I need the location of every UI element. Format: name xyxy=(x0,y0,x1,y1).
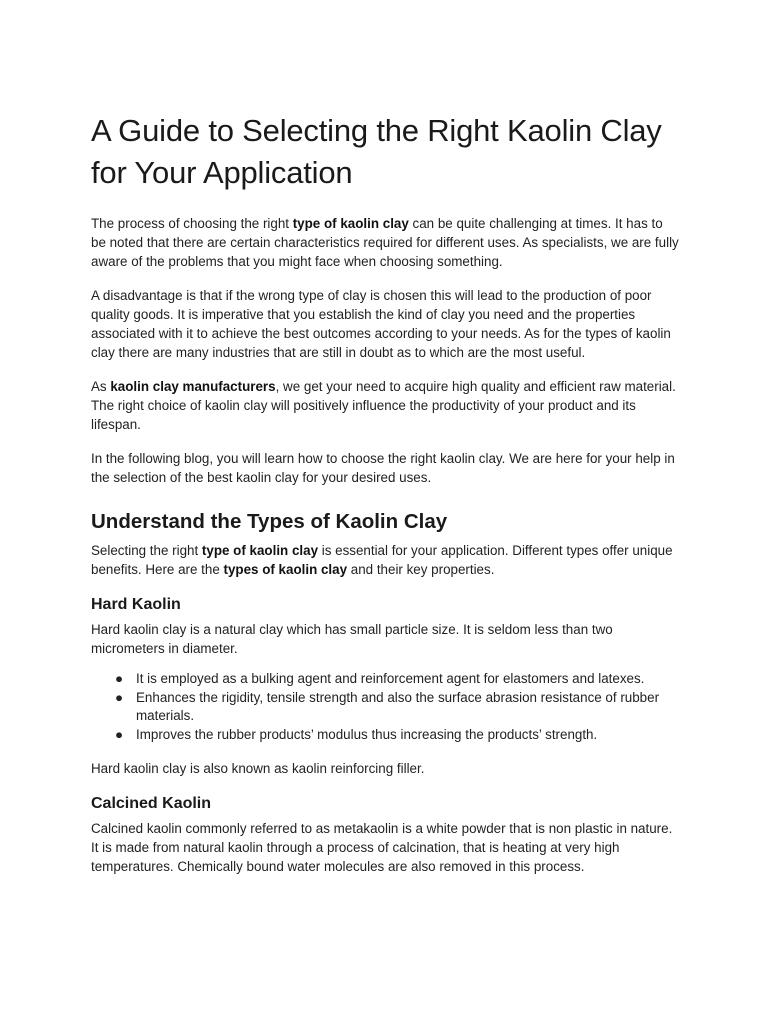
document-page xyxy=(91,110,681,891)
list-item: ● Enhances the rigidity, tensile strength and also the surface abrasion resistance of rubber materials. xyxy=(115,689,660,723)
list-item: ● Improves the rubber products’ modulus thus increasing the products’ strength. xyxy=(91,726,681,745)
bullet-icon: ● xyxy=(115,689,124,705)
bold-keyword: type of kaolin clay xyxy=(292,216,409,231)
section-heading-types: Understand the Types of Kaolin Clay xyxy=(91,510,448,533)
bold-keyword: types of kaolin clay xyxy=(223,562,348,577)
hard-kaolin-list xyxy=(91,670,681,744)
intro-paragraph-2: A disadvantage is that if the wrong type of clay is chosen this will lead to the production of poor quality goods. It is imperative that you establish the kind of clay you need and the properties associated with it to achieve the best outcomes according to your needs. As for the types of kaolin clay there are many industries that are still in doubt as to which are the most useful. xyxy=(91,288,671,360)
intro-paragraph-3: As kaolin clay manufacturers, we get your need to acquire high quality and efficient raw material. The right choice of kaolin clay will positively influence the productivity of your product and its lifespan. xyxy=(91,379,676,432)
subheading-hard-kaolin: Hard Kaolin xyxy=(91,596,181,613)
calcined-kaolin-paragraph: Calcined kaolin commonly referred to as metakaolin is a white powder that is non plastic in nature. It is made from natural kaolin through a process of calcination, that is heating at very high temperatures. Chemically bound water molecules are also removed in this process. xyxy=(91,821,673,874)
types-paragraph: Selecting the right type of kaolin clay is essential for your application. Different types offer unique benefits. Here are the types of kaolin clay and their key properties. xyxy=(91,543,673,577)
bold-keyword: type of kaolin clay xyxy=(201,543,319,558)
bold-keyword: kaolin clay manufacturers xyxy=(110,379,276,394)
bullet-icon: ● xyxy=(115,726,124,742)
hard-kaolin-paragraph: Hard kaolin clay is a natural clay which has small particle size. It is seldom less than two micrometers in diameter. xyxy=(91,622,613,656)
subheading-calcined-kaolin: Calcined Kaolin xyxy=(91,795,212,812)
list-item: ● It is employed as a bulking agent and reinforcement agent for elastomers and latexes. xyxy=(91,670,681,689)
hard-kaolin-note: Hard kaolin clay is also known as kaolin reinforcing filler. xyxy=(91,761,425,776)
bullet-icon: ● xyxy=(115,671,124,686)
page-title: A Guide to Selecting the Right Kaolin Clay for Your Application xyxy=(91,113,662,190)
intro-paragraph-1: The process of choosing the right type of kaolin clay can be quite challenging at times. It has to be noted that there are certain characteristics required for different uses. As specialists, we are fully aware of the problems that you might face when choosing something. xyxy=(91,216,679,269)
intro-paragraph-4: In the following blog, you will learn how to choose the right kaolin clay. We are here for your help in the selection of the best kaolin clay for your desired uses. xyxy=(91,451,675,485)
